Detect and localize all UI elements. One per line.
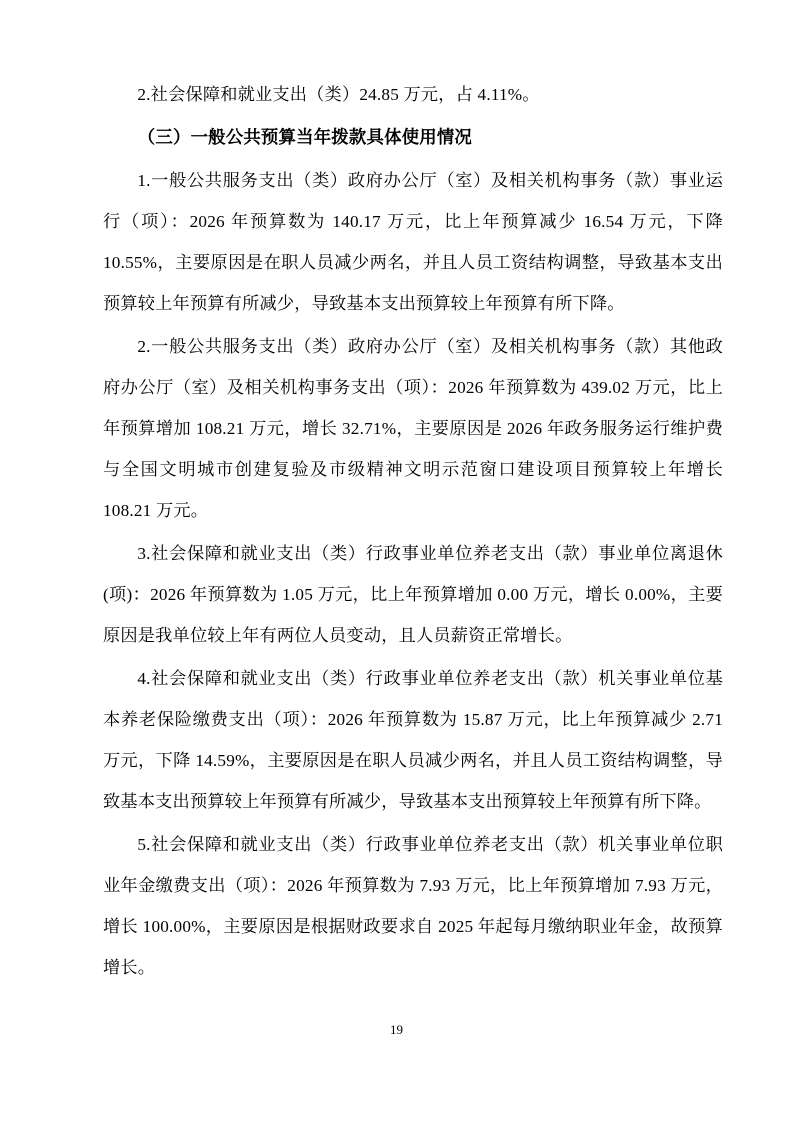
paragraph-item-2-social-security: 2.社会保障和就业支出（类）24.85 万元，占 4.11%。 [137,85,540,104]
paragraph-item-4-basic-pension-insurance: 4.社会保障和就业支出（类）行政事业单位养老支出（款）机关事业单位基本养老保险缴费支出（项）：2026 年预算数为 15.87 万元，比上年预算减少 2.71 万元，下降 14.59%，主要原因是在职人员减少两名，并且人员工资结构调整，导致基本支出预算较上年预算有所减少，导致基本支出预算较上年预算有所下降。 [103,669,723,811]
paragraph-item-5-occupational-pension: 5.社会保障和就业支出（类）行政事业单位养老支出（款）机关事业单位职业年金缴费支出（项）：2026 年预算数为 7.93 万元，比上年预算增加 7.93 万元，增长 100.00%，主要原因是根据财政要求自 2025 年起每月缴纳职业年金，故预算增长。 [103,835,723,977]
page-number: 19 [390,1022,403,1037]
paragraph-item-1-general-public-service: 1.一般公共服务支出（类）政府办公厅（室）及相关机构事务（款）事业运行（项）：2026 年预算数为 140.17 万元，比上年预算减少 16.54 万元，下降 10.55%，主要原因是在职人员减少两名，并且人员工资结构调整，导致基本支出预算较上年预算有所减少，导致基本支出预算较上年预算有所下降。 [103,171,723,313]
paragraph-item-3-retirement: 3.社会保障和就业支出（类）行政事业单位养老支出（款）事业单位离退休(项)：2026 年预算数为 1.05 万元，比上年预算增加 0.00 万元，增长 0.00%，主要原因是我单位较上年有两位人员变动，且人员薪资正常增长。 [103,544,723,645]
paragraph-item-2-general-public-service-other: 2.一般公共服务支出（类）政府办公厅（室）及相关机构事务（款）其他政府办公厅（室）及相关机构事务支出（项）：2026 年预算数为 439.02 万元，比上年预算增加 108.21 万元，增长 32.71%，主要原因是 2026 年政务服务运行维护费与全国文明城市创建复验及市级精神文明示范窗口建设项目预算较上年增长 108.21 万元。 [103,337,723,520]
page-body [103,74,723,990]
section-heading-three: （三）一般公共预算当年拨款具体使用情况 [137,127,473,147]
